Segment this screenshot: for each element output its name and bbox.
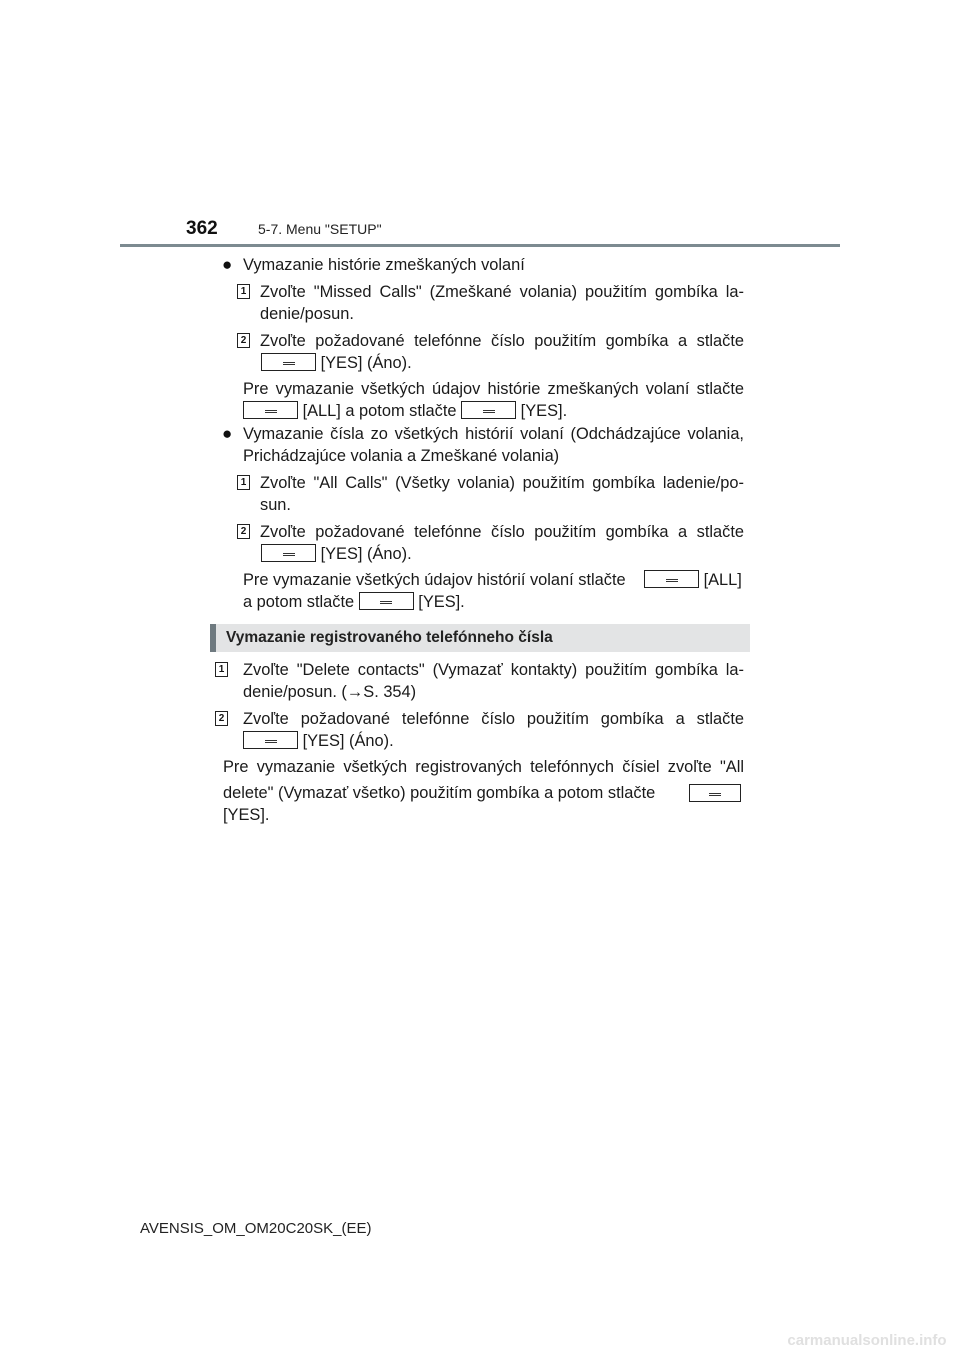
block2-step2-line2 <box>261 543 412 565</box>
bullet-icon: ● <box>222 424 233 443</box>
section-title: 5-7. Menu "SETUP" <box>258 221 382 237</box>
yes-button-icon <box>359 592 414 610</box>
yes-label: [YES] (Áno). <box>320 354 412 372</box>
block1-step2-line2 <box>261 352 412 374</box>
block2-title-line1: Vymazanie čísla zo všetkých histórií volaní (Odchádzajúce volania, <box>243 425 744 443</box>
block1-step1-line2: denie/posun. <box>260 305 354 323</box>
all-button-icon <box>644 570 699 588</box>
yes-label: [YES] (Áno). <box>302 732 394 750</box>
yes-button-icon <box>261 544 316 562</box>
section-heading <box>210 624 750 652</box>
block2-step2-line1: Zvoľte požadované telefónne číslo použitím gombíka a stlačte <box>260 523 744 541</box>
block1-note-line2 <box>243 400 567 422</box>
bullet-icon: ● <box>222 255 233 274</box>
block2-note-line1b <box>644 569 742 591</box>
yes-button-icon <box>261 353 316 371</box>
yes-button-icon <box>689 784 741 802</box>
watermark: carmanualsonline.info <box>787 1332 947 1349</box>
block1-step2-line1: Zvoľte požadované telefónne číslo použitím gombíka a stlačte <box>260 332 744 350</box>
section2-note-line1: Pre vymazanie všetkých registrovaných telefónnych čísiel zvoľte "All <box>223 758 744 776</box>
document-footer-code: AVENSIS_OM_OM20C20SK_(EE) <box>140 1220 372 1237</box>
block2-note-line2 <box>243 591 465 613</box>
block1-note-line1: Pre vymazanie všetkých údajov histórie zmeškaných volaní stlačte <box>243 380 744 398</box>
section-heading-text: Vymazanie registrovaného telefónneho čísla <box>226 629 553 646</box>
section2-note-line3: [YES]. <box>223 806 270 824</box>
section2-note-line2: delete" (Vymazať všetko) použitím gombíka a potom stlačte <box>223 784 656 802</box>
step-2-icon: 2 <box>237 333 250 348</box>
header-divider <box>120 244 840 247</box>
block1-step1-line1: Zvoľte "Missed Calls" (Zmeškané volania) použitím gombíka la- <box>260 283 744 301</box>
all-label: [ALL] <box>703 571 742 589</box>
yes-label: [YES] (Áno). <box>320 545 412 563</box>
step-1-icon: 1 <box>237 284 250 299</box>
section2-step1-line1: Zvoľte "Delete contacts" (Vymazať kontakty) použitím gombíka la- <box>243 661 744 679</box>
page-number: 362 <box>186 218 218 239</box>
section2-step2-line2 <box>243 730 394 752</box>
block2-step1-line2: sun. <box>260 496 291 514</box>
section2-step1-line2: denie/posun. (→S. 354) <box>243 683 417 701</box>
yes-button-icon <box>243 731 298 749</box>
block2-title-line2: Prichádzajúce volania a Zmeškané volania) <box>243 447 560 465</box>
block1-title: Vymazanie histórie zmeškaných volaní <box>243 256 525 274</box>
all-label: [ALL] a potom stlačte <box>302 402 457 420</box>
section2-step2-line1: Zvoľte požadované telefónne číslo použitím gombíka a stlačte <box>243 710 744 728</box>
block2-note-line1a: Pre vymazanie všetkých údajov histórií volaní stlačte <box>243 571 626 589</box>
yes-label: [YES]. <box>520 402 568 420</box>
block2-step1-line1: Zvoľte "All Calls" (Všetky volania) použitím gombíka ladenie/po- <box>260 474 744 492</box>
step-2-icon: 2 <box>215 711 228 726</box>
heading-accent-bar <box>210 624 216 652</box>
yes-label: [YES]. <box>418 593 465 611</box>
then-label: a potom stlačte <box>243 593 355 611</box>
step-2-icon: 2 <box>237 524 250 539</box>
step-1-icon: 1 <box>237 475 250 490</box>
yes-button-icon <box>461 401 516 419</box>
step-1-icon: 1 <box>215 662 228 677</box>
all-button-icon <box>243 401 298 419</box>
